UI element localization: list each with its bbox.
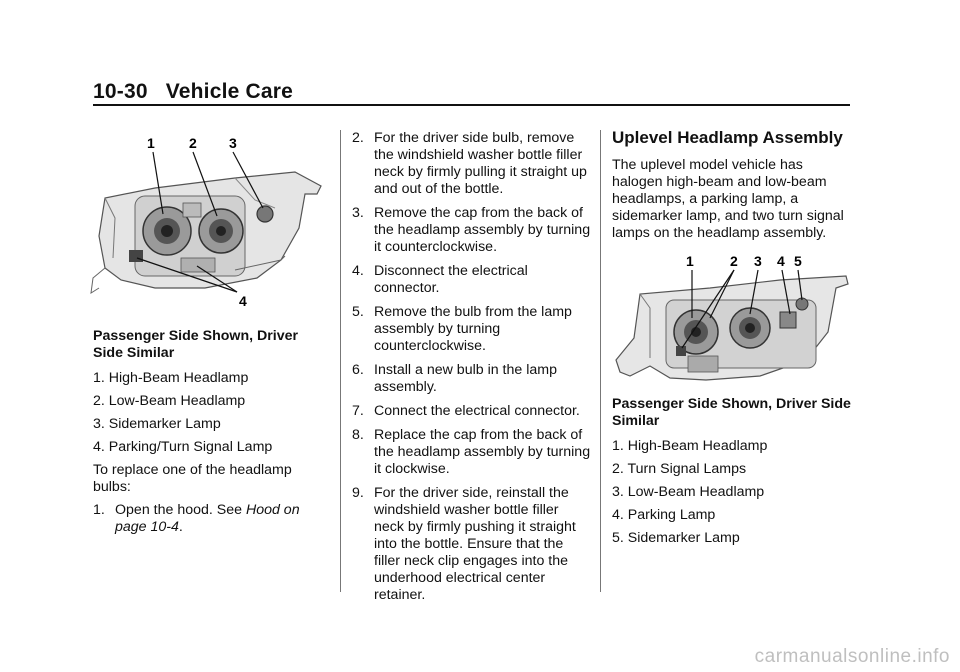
uplevel-section-title: Uplevel Headlamp Assembly xyxy=(612,128,843,147)
step-text: Connect the electrical connector. xyxy=(374,403,580,419)
step-number: 5. xyxy=(352,304,364,320)
step-text: Install a new bulb in the lamp assembly. xyxy=(374,362,557,395)
step-number: 7. xyxy=(352,403,364,419)
step-text: Remove the cap from the back of the headlamp assembly by turning it counterclockwise. xyxy=(374,205,591,255)
step-text: Remove the bulb from the lamp assembly by turning counterclockwise. xyxy=(374,304,572,354)
step-7 xyxy=(352,403,592,420)
section-title-header: Vehicle Care xyxy=(165,80,294,103)
callout-1: 1 xyxy=(147,135,155,151)
step-8 xyxy=(352,427,592,478)
step-6 xyxy=(352,362,592,396)
column-divider-2 xyxy=(600,130,601,592)
legend-item: 2. Turn Signal Lamps xyxy=(612,461,747,477)
hood-reference-link[interactable]: Hood on page 10-4 xyxy=(115,502,300,535)
step-text: Replace the cap from the back of the headlamp assembly by turning it clockwise. xyxy=(374,427,591,477)
step-number: 9. xyxy=(352,485,364,501)
column-2 xyxy=(352,130,592,611)
figure-2-caption: Passenger Side Shown, Driver Side Similar xyxy=(612,396,851,429)
callout-1: 1 xyxy=(686,253,694,269)
page-number: 10-30 xyxy=(93,80,148,103)
step-number: 1. xyxy=(93,502,105,518)
step-number: 6. xyxy=(352,362,364,378)
legend-item: 1. High-Beam Headlamp xyxy=(93,370,249,386)
callout-5: 5 xyxy=(794,253,802,269)
step-text-tail: . xyxy=(178,519,183,535)
callout-3: 3 xyxy=(229,135,237,151)
step-1 xyxy=(93,502,315,536)
legend-item: 5. Sidemarker Lamp xyxy=(612,530,740,546)
step-5 xyxy=(352,304,592,355)
column-divider-1 xyxy=(340,130,341,592)
step-9 xyxy=(352,485,592,604)
step-number: 2. xyxy=(352,130,364,146)
page-header xyxy=(93,80,293,104)
header-rule xyxy=(93,104,850,106)
step-text: For the driver side bulb, remove the windshield washer bottle filler neck by firmly pulling it straight up and out of the bottle. xyxy=(374,130,587,197)
callout-2: 2 xyxy=(189,135,197,151)
callout-2: 2 xyxy=(730,253,738,269)
headlamp-figure-2 xyxy=(610,248,850,388)
figure-1-caption: Passenger Side Shown, Driver Side Similar xyxy=(93,328,299,361)
legend-item: 1. High-Beam Headlamp xyxy=(612,438,768,454)
step-number: 4. xyxy=(352,263,364,279)
legend-item: 2. Low-Beam Headlamp xyxy=(93,393,246,409)
step-number: 3. xyxy=(352,205,364,221)
legend-item: 4. Parking/Turn Signal Lamp xyxy=(93,439,273,455)
step-2 xyxy=(352,130,592,198)
legend-item: 4. Parking Lamp xyxy=(612,507,716,523)
step-text: Disconnect the electrical connector. xyxy=(374,263,528,296)
intro-text: To replace one of the headlamp bulbs: xyxy=(93,462,292,495)
callout-3: 3 xyxy=(754,253,762,269)
step-text: For the driver side, reinstall the windshield washer bottle filler neck by firmly pushing it straight into the bottle. Ensure that the filler neck clip engages into the underhood electrical center retainer. xyxy=(374,485,576,603)
legend-item: 3. Sidemarker Lamp xyxy=(93,416,221,432)
callout-4: 4 xyxy=(239,293,247,309)
headlamp-figure-1 xyxy=(85,128,325,318)
uplevel-body: The uplevel model vehicle has halogen high-beam and low-beam headlamps, a parking lamp, a sidemarker lamp, and two turn signal lamps on the headlamp assembly. xyxy=(612,157,844,241)
step-number: 8. xyxy=(352,427,364,443)
watermark: carmanualsonline.info xyxy=(754,646,950,667)
column-1 xyxy=(93,128,315,543)
step-3 xyxy=(352,205,592,256)
callout-4: 4 xyxy=(777,253,785,269)
legend-item: 3. Low-Beam Headlamp xyxy=(612,484,765,500)
step-4 xyxy=(352,263,592,297)
step-text: Open the hood. See xyxy=(115,502,246,518)
column-3 xyxy=(612,128,852,553)
